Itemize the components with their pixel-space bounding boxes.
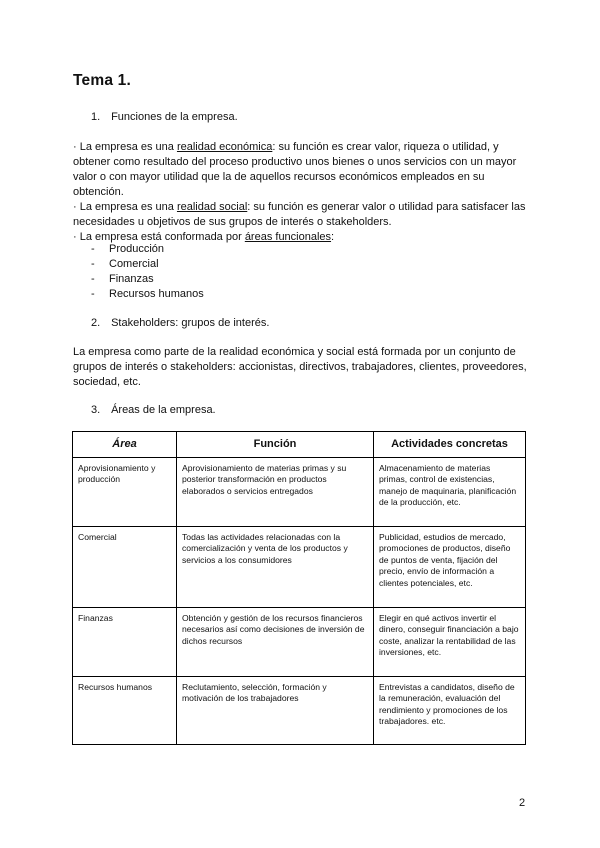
- table-row: [73, 526, 526, 607]
- realidad-social-paragraph: [73, 200, 533, 230]
- list-item: [91, 287, 204, 302]
- section-label: Stakeholders: grupos de interés.: [111, 317, 270, 329]
- cell-area: Aprovisionamiento y producción: [73, 457, 177, 526]
- areas-bullet-list: [91, 242, 204, 302]
- text-span: · La empresa está conformada por: [73, 231, 245, 243]
- text-span: · La empresa es una: [73, 201, 177, 213]
- section-heading-funciones: [91, 111, 238, 123]
- section-heading-areas: [91, 404, 216, 416]
- cell-actividades: Publicidad, estudios de mercado, promociones de productos, diseño de puntos de venta, fijación del precio, envío de información a clientes potenciales, etc.: [374, 526, 526, 607]
- stakeholders-text: La empresa como parte de la realidad económica y social está formada por un conjunto de grupos de interés o stakeholders: accionistas, directivos, trabajadores, clientes, proveedores, sociedad, etc.: [73, 346, 527, 388]
- dash-bullet: -: [91, 258, 95, 270]
- list-item: [91, 242, 204, 257]
- section-number: 3.: [91, 404, 101, 416]
- section-label: Áreas de la empresa.: [111, 404, 216, 416]
- dash-bullet: -: [91, 273, 95, 285]
- text-span: · La empresa es una: [73, 141, 177, 153]
- table-row: [73, 457, 526, 526]
- cell-funcion: Aprovisionamiento de materias primas y su posterior transformación en productos elaborados o servicios entregados: [177, 457, 374, 526]
- cell-actividades: Entrevistas a candidatos, diseño de la remuneración, evaluación del rendimiento y promociones de los trabajadores. etc.: [374, 676, 526, 744]
- realidad-economica-paragraph: [73, 140, 533, 200]
- cell-funcion: Reclutamiento, selección, formación y motivación de los trabajadores: [177, 676, 374, 744]
- section-heading-stakeholders: [91, 317, 269, 329]
- dash-bullet: -: [91, 288, 95, 300]
- cell-actividades: Elegir en qué activos invertir el dinero, conseguir financiación a bajo coste, analizar la rentabilidad de las inversiones, etc.: [374, 607, 526, 676]
- table-row: [73, 607, 526, 676]
- cell-funcion: Todas las actividades relacionadas con la comercialización y venta de los productos y servicios a los consumidores: [177, 526, 374, 607]
- list-item: [91, 272, 204, 287]
- areas-table: [72, 431, 526, 745]
- column-header-funcion: Función: [177, 432, 374, 458]
- list-item-label: Recursos humanos: [109, 288, 204, 300]
- column-header-actividades: Actividades concretas: [374, 432, 526, 458]
- underlined-term: realidad social: [176, 201, 248, 213]
- section-number: 1.: [91, 111, 101, 123]
- list-item: [91, 257, 204, 272]
- page-title: Tema 1.: [73, 72, 131, 89]
- list-item-label: Producción: [109, 243, 165, 255]
- table-row: [73, 676, 526, 744]
- text-span: : su función es crear valor, riqueza o utilidad, y obtener como resultado del proceso productivo unos bienes o unos servicios con un mayor valor o con mayor utilidad que la de aquellos recursos económicos empleados en su obtención.: [73, 141, 517, 198]
- text-span: : su función es generar valor o utilidad para satisfacer las necesidades u objetivos de sus grupos de interés o stakeholders.: [73, 201, 526, 228]
- cell-area: Finanzas: [73, 607, 177, 676]
- cell-area: Recursos humanos: [73, 676, 177, 744]
- column-header-area: Área: [73, 432, 177, 458]
- stakeholders-paragraph: [73, 345, 533, 390]
- underlined-term: áreas funcionales: [244, 231, 332, 243]
- section-label: Funciones de la empresa.: [111, 111, 238, 123]
- table-header-row: [73, 432, 526, 458]
- text-span: :: [331, 231, 335, 243]
- underlined-term: realidad económica: [176, 141, 273, 153]
- section-number: 2.: [91, 317, 101, 329]
- list-item-label: Comercial: [109, 258, 159, 270]
- dash-bullet: -: [91, 243, 95, 255]
- cell-area: Comercial: [73, 526, 177, 607]
- funciones-paragraphs: [73, 140, 533, 245]
- cell-actividades: Almacenamiento de materias primas, control de existencias, manejo de maquinaria, planificación de la producción, etc.: [374, 457, 526, 526]
- cell-funcion: Obtención y gestión de los recursos financieros necesarios así como decisiones de inversión de dichos recursos: [177, 607, 374, 676]
- list-item-label: Finanzas: [109, 273, 154, 285]
- page-number: 2: [519, 797, 526, 809]
